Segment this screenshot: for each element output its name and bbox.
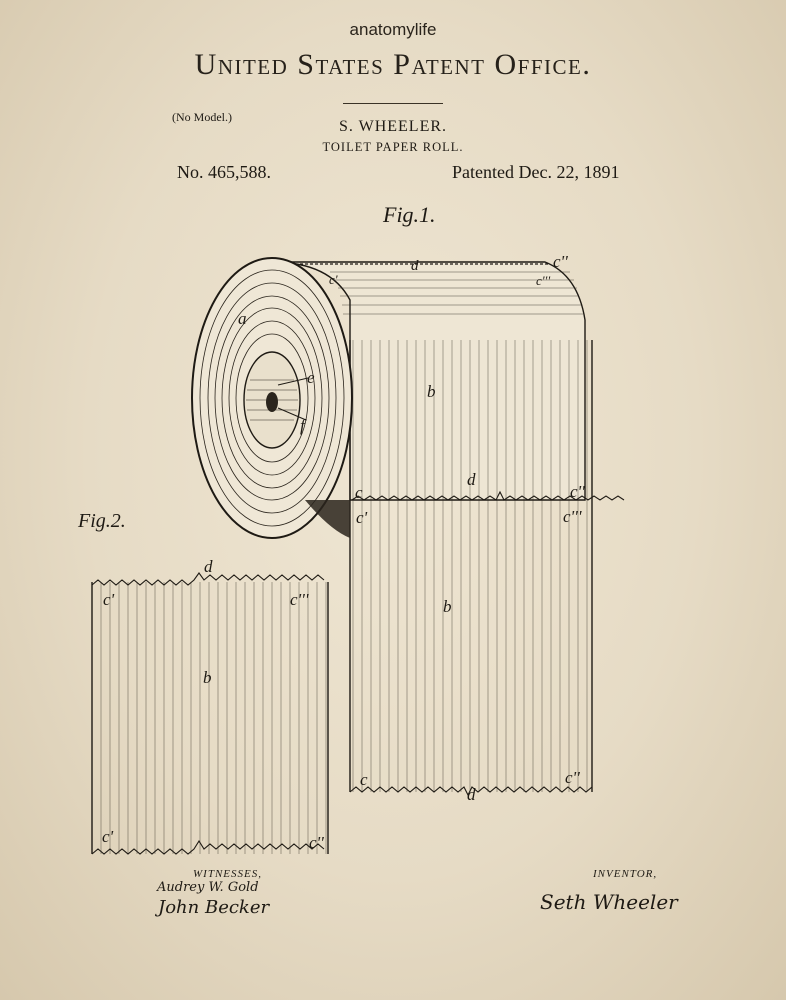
fig1-label-b-mid: b bbox=[443, 597, 452, 616]
patent-number: No. 465,588. bbox=[177, 162, 271, 182]
fig2-label-c-prime-top: c' bbox=[103, 590, 115, 609]
fig2-label: Fig.2. bbox=[78, 510, 126, 532]
fig1-label-c-dbl-top: c'' bbox=[553, 252, 568, 271]
fig1-label-c-prime-mid: c' bbox=[356, 508, 368, 527]
inventor-label: INVENTOR, bbox=[593, 868, 658, 880]
brand-watermark: anatomylife bbox=[349, 20, 437, 39]
fig1-label-c-bottom: c bbox=[360, 770, 368, 789]
patent-date: Patented Dec. 22, 1891 bbox=[452, 162, 620, 182]
fig1-label-f: f bbox=[300, 416, 305, 435]
fig2-label-d: d bbox=[204, 557, 213, 576]
patent-title: TOILET PAPER ROLL. bbox=[322, 140, 464, 154]
witnesses-label: WITNESSES, bbox=[193, 868, 262, 880]
fig2-sheet bbox=[92, 573, 328, 854]
fig1-label-e: e bbox=[307, 368, 315, 387]
fig1-label-a: a bbox=[238, 309, 247, 328]
fig1-label-c-dbl-mid: c'' bbox=[570, 482, 585, 501]
fig1-label-d-bottom: d bbox=[467, 785, 476, 804]
witness2-signature: John Becker bbox=[158, 897, 270, 918]
fig1-label-b-top: b bbox=[427, 382, 436, 401]
fig1-label-d-mid: d bbox=[467, 470, 476, 489]
inventor-signature: Seth Wheeler bbox=[540, 890, 678, 914]
inventor-name: S. WHEELER. bbox=[338, 118, 448, 135]
witness1-signature: Audrey W. Gold bbox=[157, 880, 259, 895]
office-heading: United States Patent Office. bbox=[194, 48, 592, 81]
no-model-note: (No Model.) bbox=[172, 110, 232, 124]
fig1-label-c-trpl-mid: c''' bbox=[563, 507, 582, 526]
fig2-label-b: b bbox=[203, 668, 212, 687]
fig1-label-c-prime: c' bbox=[329, 272, 338, 287]
fig2-label-c-trpl-top: c''' bbox=[290, 590, 309, 609]
fig2-label-c-prime-bottom: c' bbox=[102, 827, 114, 846]
fig1-label-c-trpl-top: c''' bbox=[536, 273, 551, 288]
fig1-label-d-top: d bbox=[411, 258, 419, 274]
fig1-label-c-left-mid: c bbox=[355, 483, 363, 502]
fig2-label-c-dbl-bottom: c'' bbox=[309, 833, 324, 852]
fig1-label: Fig.1. bbox=[383, 202, 436, 227]
fig1-label-c-dbl-bottom: c'' bbox=[565, 768, 580, 787]
